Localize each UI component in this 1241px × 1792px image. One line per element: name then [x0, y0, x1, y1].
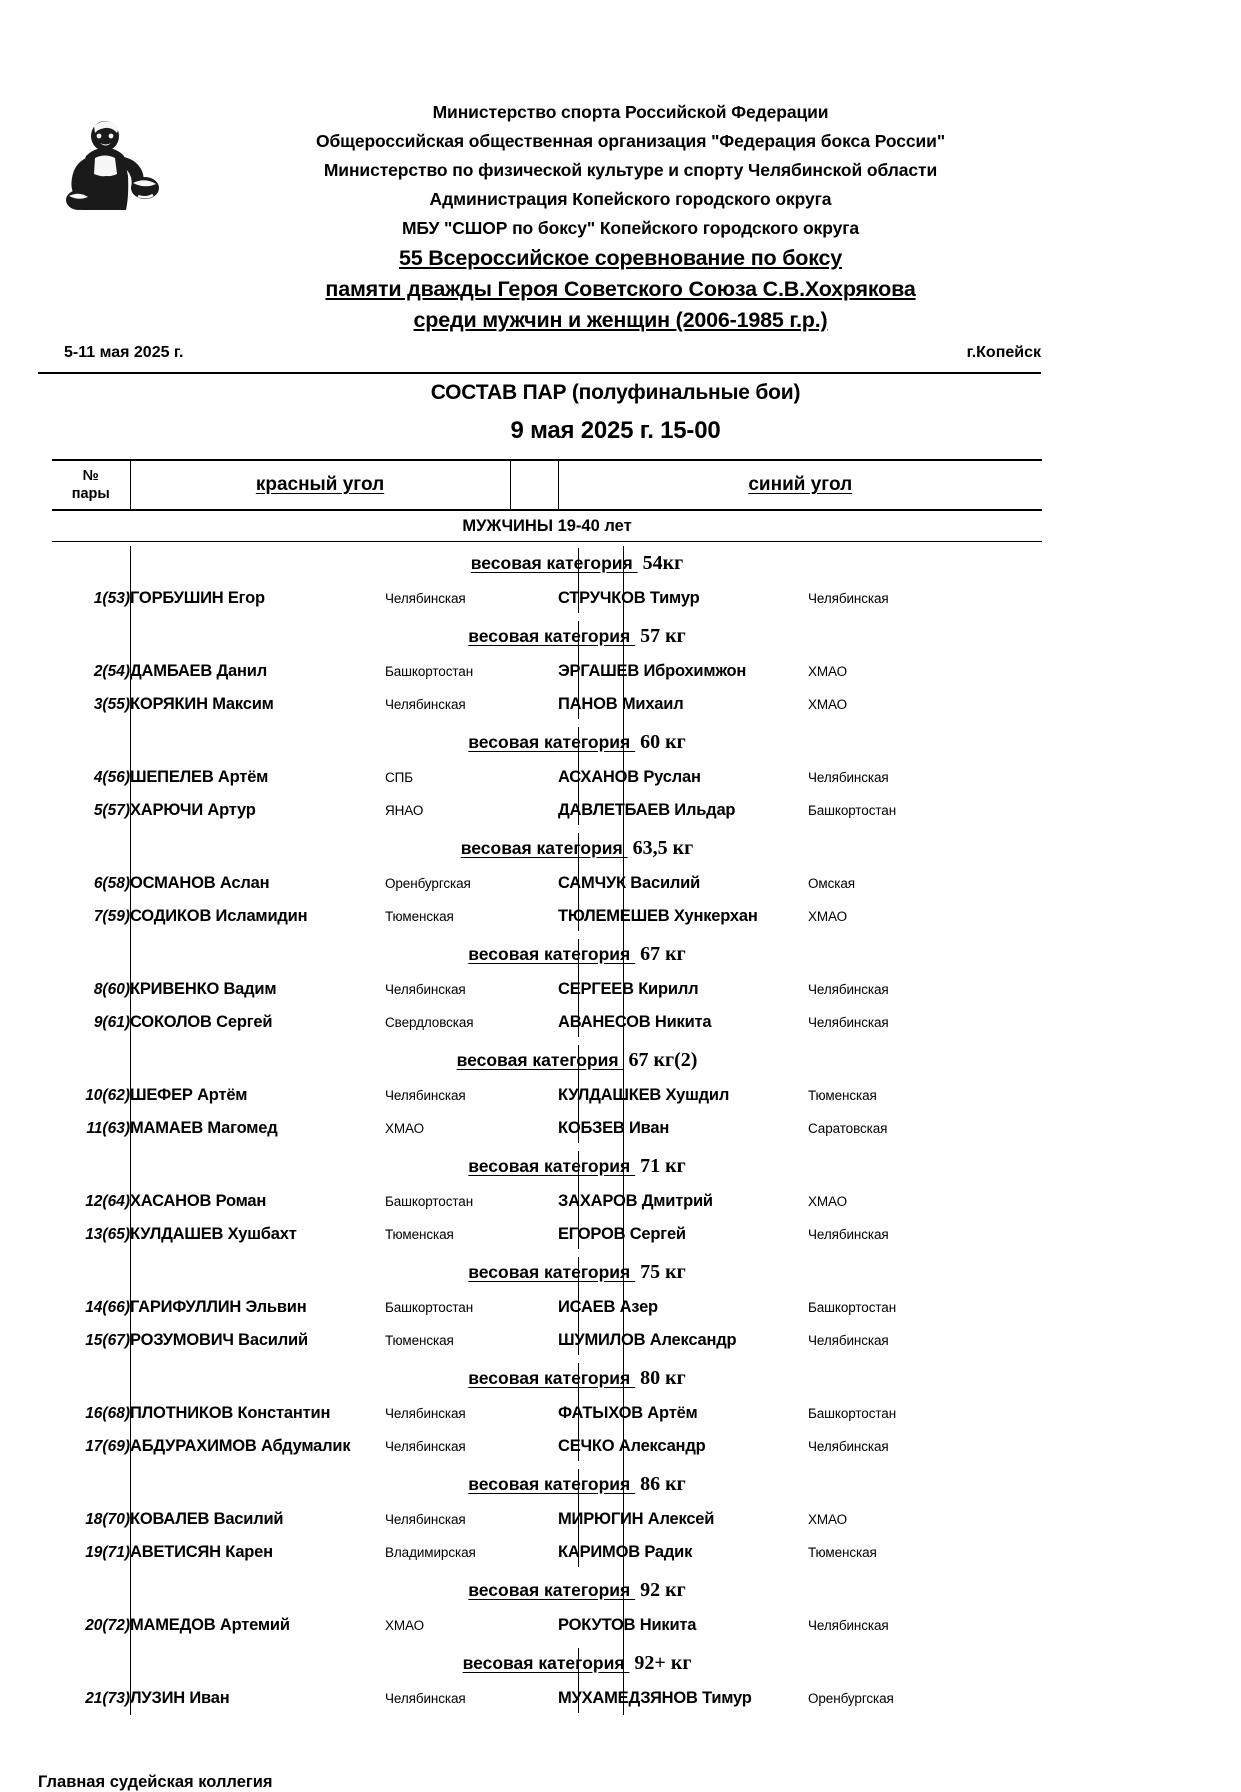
- event-title-line-1: [0, 243, 1241, 274]
- weight-category-value: 54кг: [642, 551, 684, 574]
- pair-number: 21(73): [85, 1689, 130, 1707]
- column-header-separator: [510, 460, 558, 510]
- table-row[interactable]: [52, 1682, 1042, 1715]
- bout-separator-cell: [510, 973, 558, 1006]
- bout-separator-cell: [510, 1218, 558, 1251]
- weight-category-label: весовая категория: [468, 1367, 636, 1388]
- blue-boxer-name: МИРЮГИН Алексей: [558, 1510, 715, 1528]
- table-row[interactable]: [52, 1430, 1042, 1463]
- red-boxer-name: КОВАЛЕВ Василий: [130, 1510, 284, 1528]
- blue-boxer-name: ЗАХАРОВ Дмитрий: [558, 1192, 713, 1210]
- pair-number: 13(65): [85, 1225, 130, 1243]
- weight-category-value: 60 кг: [640, 730, 686, 753]
- blue-boxer-region: ХМАО: [808, 909, 848, 924]
- table-vertical-rule: [578, 1045, 579, 1143]
- bout-separator-cell: [510, 794, 558, 827]
- weight-category: [52, 1579, 1042, 1602]
- table-row[interactable]: [52, 655, 1042, 688]
- pair-number: 15(67): [85, 1331, 130, 1349]
- column-header-pair-number: [52, 460, 130, 510]
- blue-boxer-region: ХМАО: [808, 664, 848, 679]
- blue-boxer-region: Оренбургская: [808, 1691, 894, 1706]
- red-boxer-region: Тюменская: [385, 1227, 454, 1242]
- table-vertical-rule: [623, 546, 624, 1716]
- red-boxer-name: КУЛДАШЕВ Хушбахт: [130, 1225, 297, 1243]
- bout-separator-cell: [510, 688, 558, 721]
- red-boxer-name: ХАСАНОВ Роман: [130, 1192, 267, 1210]
- blue-boxer-name: АВАНЕСОВ Никита: [558, 1013, 712, 1031]
- bout-separator-cell: [510, 1609, 558, 1642]
- event-title-line-2: [0, 274, 1241, 305]
- pair-number: 2(54): [93, 662, 130, 680]
- weight-category-value: 67 кг: [640, 942, 686, 965]
- weight-category-row: [52, 1357, 1042, 1397]
- pair-number: 4(56): [93, 768, 130, 786]
- weight-category: [52, 943, 1042, 966]
- blue-boxer-name: САМЧУК Василий: [558, 874, 701, 892]
- bout-separator-cell: [510, 900, 558, 933]
- weight-category-label: весовая категория: [470, 552, 638, 573]
- pair-number: 5(57): [93, 801, 130, 819]
- table-vertical-rule: [578, 1257, 579, 1355]
- weight-category-label: весовая категория: [468, 1579, 636, 1600]
- blue-boxer-name: ФАТЫХОВ Артём: [558, 1404, 698, 1422]
- red-boxer-name: РОЗУМОВИЧ Василий: [130, 1331, 308, 1349]
- blue-boxer-region: Тюменская: [808, 1545, 877, 1560]
- red-boxer-name: МАМЕДОВ Артемий: [130, 1616, 290, 1634]
- red-boxer-name: КОРЯКИН Максим: [130, 695, 274, 713]
- weight-category-value: 80 кг: [640, 1366, 686, 1389]
- blue-boxer-name: СЕРГЕЕВ Кирилл: [558, 980, 699, 998]
- pair-number: 19(71): [85, 1543, 130, 1561]
- red-boxer-region: Владимирская: [385, 1545, 476, 1560]
- bout-separator-cell: [510, 1006, 558, 1039]
- page-title: СОСТАВ ПАР (полуфинальные бои): [430, 381, 801, 404]
- blue-boxer-name: КОБЗЕВ Иван: [558, 1119, 670, 1137]
- bout-separator-cell: [510, 1112, 558, 1145]
- weight-category-value: 86 кг: [640, 1472, 686, 1495]
- red-boxer-name: АБДУРАХИМОВ Абдумалик: [130, 1437, 351, 1455]
- blue-boxer-region: Челябинская: [808, 770, 889, 785]
- jury-signature: Главная судейская коллегия: [38, 1773, 273, 1791]
- red-boxer-region: Тюменская: [385, 909, 454, 924]
- red-boxer-region: Челябинская: [385, 1691, 466, 1706]
- blue-corner-label: синий угол: [748, 474, 853, 495]
- blue-boxer-region: Тюменская: [808, 1088, 877, 1103]
- table-vertical-rule: [578, 1648, 579, 1713]
- table-row[interactable]: [52, 1397, 1042, 1430]
- red-boxer-region: Башкортостан: [385, 1300, 474, 1315]
- gender-age-label: МУЖЧИНЫ 19-40 лет: [52, 510, 1042, 542]
- red-boxer-region: Оренбургская: [385, 876, 471, 891]
- document-header: [0, 0, 1241, 445]
- bout-separator-cell: [510, 655, 558, 688]
- organizer-line-5: МБУ "СШОР по боксу" Копейского городского округа: [401, 218, 860, 238]
- weight-category: [52, 1367, 1042, 1390]
- blue-boxer-name: АСХАНОВ Руслан: [558, 768, 701, 786]
- table-vertical-rule: [578, 833, 579, 931]
- blue-boxer-name: КАРИМОВ Радик: [558, 1543, 693, 1561]
- weight-category-label: весовая категория: [468, 731, 636, 752]
- blue-boxer-region: Башкортостан: [808, 803, 897, 818]
- organizer-line-3: Министерство по физической культуре и спорту Челябинской области: [323, 160, 938, 180]
- bout-separator-cell: [510, 867, 558, 900]
- bout-separator-cell: [510, 1079, 558, 1112]
- bout-separator-cell: [510, 1682, 558, 1715]
- red-corner-label: красный угол: [255, 474, 385, 495]
- red-boxer-region: Тюменская: [385, 1333, 454, 1348]
- table-vertical-rule: [578, 939, 579, 1037]
- pair-number: 18(70): [85, 1510, 130, 1528]
- blue-boxer-region: Челябинская: [808, 1227, 889, 1242]
- red-boxer-region: Челябинская: [385, 982, 466, 997]
- event-dates: 5-11 мая 2025 г.: [64, 344, 184, 361]
- red-boxer-region: ЯНАО: [385, 803, 424, 818]
- gender-age-row: [52, 510, 1042, 542]
- session-datetime: 9 мая 2025 г. 15-00: [510, 417, 721, 444]
- table-row[interactable]: [52, 1503, 1042, 1536]
- red-boxer-name: ОСМАНОВ Аслан: [130, 874, 270, 892]
- blue-boxer-region: Челябинская: [808, 1333, 889, 1348]
- table-vertical-rule: [578, 1469, 579, 1567]
- weight-category: [52, 1473, 1042, 1496]
- pair-number: 20(72): [85, 1616, 130, 1634]
- weight-category-value: 75 кг: [640, 1260, 686, 1283]
- blue-boxer-name: СТРУЧКОВ Тимур: [558, 589, 700, 607]
- red-boxer-name: АВЕТИСЯН Карен: [130, 1543, 273, 1561]
- header-divider: [38, 372, 1041, 374]
- red-boxer-name: ГАРИФУЛЛИН Эльвин: [130, 1298, 307, 1316]
- bout-separator-cell: [510, 1397, 558, 1430]
- table-row[interactable]: [52, 1324, 1042, 1357]
- blue-boxer-name: ДАВЛЕТБАЕВ Ильдар: [558, 801, 736, 819]
- weight-category-value: 57 кг: [640, 624, 686, 647]
- red-boxer-region: Челябинская: [385, 1512, 466, 1527]
- red-boxer-name: ПЛОТНИКОВ Константин: [130, 1404, 331, 1422]
- blue-boxer-region: ХМАО: [808, 1194, 848, 1209]
- table-row[interactable]: [52, 1218, 1042, 1251]
- red-boxer-name: ДАМБАЕВ Данил: [130, 662, 267, 680]
- table-row[interactable]: [52, 1185, 1042, 1218]
- weight-category-row: [52, 615, 1042, 655]
- weight-category-label: весовая категория: [468, 943, 636, 964]
- weight-category-row: [52, 1463, 1042, 1503]
- table-vertical-rule: [578, 548, 579, 614]
- event-title-line-3: [0, 305, 1241, 336]
- weight-category: [52, 625, 1042, 648]
- event-title-text-2: памяти дважды Героя Советского Союза С.В.Хохрякова: [325, 277, 916, 301]
- pairs-table-body: [52, 460, 1042, 1715]
- red-boxer-name: ХАРЮЧИ Артур: [130, 801, 256, 819]
- red-boxer-name: ШЕПЕЛЕВ Артём: [130, 768, 269, 786]
- pair-number: 9(61): [93, 1013, 130, 1031]
- blue-boxer-name: МУХАМЕДЗЯНОВ Тимур: [558, 1689, 752, 1707]
- blue-boxer-name: СЕЧКО Александр: [558, 1437, 706, 1455]
- column-header-blue-corner: [558, 460, 1042, 510]
- table-vertical-rule: [578, 1363, 579, 1461]
- red-boxer-name: ШЕФЕР Артём: [130, 1086, 248, 1104]
- weight-category: [52, 1652, 1042, 1675]
- table-row[interactable]: [52, 794, 1042, 827]
- weight-category-value: 92 кг: [640, 1578, 686, 1601]
- blue-boxer-region: ХМАО: [808, 697, 848, 712]
- table-row[interactable]: [52, 1291, 1042, 1324]
- bout-separator-cell: [510, 1503, 558, 1536]
- bout-separator-cell: [510, 1430, 558, 1463]
- table-vertical-rule: [130, 546, 131, 1716]
- red-boxer-name: СОКОЛОВ Сергей: [130, 1013, 273, 1031]
- table-header-row: [52, 460, 1042, 510]
- blue-boxer-name: ИСАЕВ Азер: [558, 1298, 658, 1316]
- pair-number-label-line1: №: [82, 468, 99, 484]
- organizer-line-2: Общероссийская общественная организация "Федерация бокса России": [315, 131, 946, 151]
- red-boxer-region: Башкортостан: [385, 1194, 474, 1209]
- weight-category: [52, 1155, 1042, 1178]
- red-boxer-region: Челябинская: [385, 1439, 466, 1454]
- red-boxer-region: Башкортостан: [385, 664, 474, 679]
- table-row[interactable]: [52, 1536, 1042, 1569]
- pair-number: 8(60): [93, 980, 130, 998]
- weight-category-label: весовая категория: [468, 1261, 636, 1282]
- blue-boxer-region: Башкортостан: [808, 1300, 897, 1315]
- pair-number: 3(55): [93, 695, 130, 713]
- table-row[interactable]: [52, 1079, 1042, 1112]
- blue-boxer-region: Челябинская: [808, 1439, 889, 1454]
- red-boxer-region: СПБ: [385, 770, 414, 785]
- red-boxer-region: Свердловская: [385, 1015, 474, 1030]
- weight-category-row: [52, 827, 1042, 867]
- event-dates-row: [0, 342, 1241, 372]
- pair-number: 17(69): [85, 1437, 130, 1455]
- weight-category-value: 63,5 кг: [632, 836, 694, 859]
- blue-boxer-region: Башкортостан: [808, 1406, 897, 1421]
- table-vertical-rule: [578, 1151, 579, 1249]
- organizer-line-1: Министерство спорта Российской Федерации: [432, 102, 829, 122]
- weight-category: [52, 552, 1042, 575]
- red-boxer-region: Челябинская: [385, 1406, 466, 1421]
- weight-category-label: весовая категория: [468, 1155, 636, 1176]
- pair-number: 12(64): [85, 1192, 130, 1210]
- bout-separator-cell: [510, 1291, 558, 1324]
- blue-boxer-name: ТЮЛЕМЕШЕВ Хункерхан: [558, 907, 758, 925]
- weight-category-row: [52, 1145, 1042, 1185]
- pair-number: 1(53): [93, 589, 130, 607]
- blue-boxer-region: Челябинская: [808, 982, 889, 997]
- table-row[interactable]: [52, 582, 1042, 615]
- table-row[interactable]: [52, 1609, 1042, 1642]
- blue-boxer-region: Омская: [808, 876, 855, 891]
- event-title-text-1: 55 Всероссийское соревнование по боксу: [399, 246, 842, 270]
- table-row[interactable]: [52, 900, 1042, 933]
- red-boxer-name: МАМАЕВ Магомед: [130, 1119, 278, 1137]
- pair-number: 7(59): [93, 907, 130, 925]
- bout-separator-cell: [510, 582, 558, 615]
- bout-separator-cell: [510, 1536, 558, 1569]
- pairs-table-wrapper: [52, 459, 1042, 1715]
- organizer-lines: [0, 98, 1241, 243]
- weight-category-value: 71 кг: [640, 1154, 686, 1177]
- red-boxer-region: ХМАО: [385, 1121, 425, 1136]
- red-boxer-name: СОДИКОВ Исламидин: [130, 907, 308, 925]
- weight-category-row: [52, 933, 1042, 973]
- red-boxer-region: ХМАО: [385, 1618, 425, 1633]
- weight-category-label: весовая категория: [468, 1473, 636, 1494]
- pair-number: 10(62): [85, 1086, 130, 1104]
- pair-number: 16(68): [85, 1404, 130, 1422]
- table-row[interactable]: [52, 867, 1042, 900]
- table-row[interactable]: [52, 1112, 1042, 1145]
- weight-category-value: 67 кг(2): [628, 1048, 698, 1071]
- weight-category: [52, 731, 1042, 754]
- red-boxer-region: Челябинская: [385, 1088, 466, 1103]
- blue-boxer-region: Челябинская: [808, 1618, 889, 1633]
- weight-category-label: весовая категория: [462, 1652, 630, 1673]
- blue-boxer-region: Челябинская: [808, 1015, 889, 1030]
- weight-category: [52, 837, 1042, 860]
- blue-boxer-name: ЕГОРОВ Сергей: [558, 1225, 686, 1243]
- pair-number: 14(66): [85, 1298, 130, 1316]
- red-boxer-region: Челябинская: [385, 697, 466, 712]
- table-row[interactable]: [52, 1006, 1042, 1039]
- table-row[interactable]: [52, 973, 1042, 1006]
- bout-separator-cell: [510, 1324, 558, 1357]
- weight-category: [52, 1049, 1042, 1072]
- weight-category-row: [52, 1251, 1042, 1291]
- blue-boxer-name: ШУМИЛОВ Александр: [558, 1331, 737, 1349]
- bout-separator-cell: [510, 761, 558, 794]
- event-title-text-3: среди мужчин и женщин (2006-1985 г.р.): [413, 308, 828, 332]
- pair-number-label-line2: пары: [71, 486, 110, 502]
- weight-category-row: [52, 542, 1042, 583]
- weight-category-row: [52, 1569, 1042, 1609]
- blue-boxer-name: КУЛДАШКЕВ Хушдил: [558, 1086, 730, 1104]
- event-city: г.Копейск: [966, 344, 1041, 361]
- table-row[interactable]: [52, 761, 1042, 794]
- red-boxer-name: ГОРБУШИН Егор: [130, 589, 265, 607]
- blue-boxer-region: Саратовская: [808, 1121, 888, 1136]
- bout-separator-cell: [510, 1185, 558, 1218]
- weight-category-row: [52, 721, 1042, 761]
- pairs-table: [52, 459, 1042, 1715]
- table-vertical-rule: [578, 621, 579, 719]
- organizer-line-4: Администрация Копейского городского округа: [429, 189, 832, 209]
- blue-boxer-region: Челябинская: [808, 591, 889, 606]
- pair-number: 11(63): [86, 1119, 130, 1137]
- table-vertical-rule: [578, 727, 579, 825]
- blue-boxer-name: ПАНОВ Михаил: [558, 695, 684, 713]
- weight-category-label: весовая категория: [456, 1049, 624, 1070]
- red-boxer-region: Челябинская: [385, 591, 466, 606]
- red-boxer-name: КРИВЕНКО Вадим: [130, 980, 277, 998]
- blue-boxer-name: ЭРГАШЕВ Иброхимжон: [558, 662, 747, 680]
- blue-boxer-region: ХМАО: [808, 1512, 848, 1527]
- pair-number: 6(58): [93, 874, 130, 892]
- table-row[interactable]: [52, 688, 1042, 721]
- weight-category-row: [52, 1642, 1042, 1682]
- red-boxer-name: ЛУЗИН Иван: [130, 1689, 230, 1707]
- weight-category-label: весовая категория: [460, 837, 628, 858]
- weight-category-row: [52, 1039, 1042, 1079]
- weight-category: [52, 1261, 1042, 1284]
- column-header-red-corner: [130, 460, 510, 510]
- blue-boxer-name: РОКУТОВ Никита: [558, 1616, 697, 1634]
- weight-category-value: 92+ кг: [634, 1651, 692, 1674]
- weight-category-label: весовая категория: [468, 625, 636, 646]
